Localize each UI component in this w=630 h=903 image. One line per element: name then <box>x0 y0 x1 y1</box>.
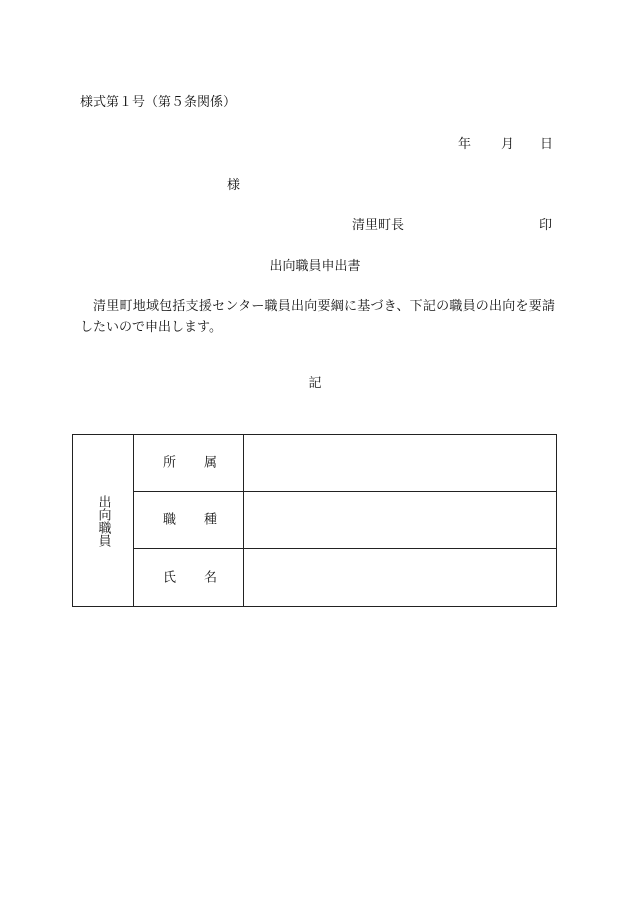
table-row-name <box>134 549 556 606</box>
group-label: 出向職員 <box>95 494 111 547</box>
row-label-char: 所 <box>163 455 177 471</box>
row-label-cell <box>134 549 244 606</box>
body-paragraph: 清里町地域包括支援センター職員出向要綱に基づき、下記の職員の出向を要請したいので申出します。 <box>80 299 555 335</box>
table-row-affiliation <box>134 435 556 492</box>
name-field[interactable] <box>244 549 556 606</box>
date-day-label: 日 <box>540 137 554 152</box>
row-label-char: 種 <box>204 512 218 528</box>
form-number: 様式第１号（第５条関係） <box>80 95 237 110</box>
row-label-char: 氏 <box>163 570 177 585</box>
addressee-honorific: 様 <box>227 178 241 193</box>
row-label-cell <box>134 492 244 548</box>
table-row-job-type <box>134 492 556 549</box>
date-month-label: 月 <box>501 137 515 152</box>
seal-mark: 印 <box>539 218 553 233</box>
row-label-char: 属 <box>204 455 218 471</box>
ki-heading: 記 <box>308 376 322 391</box>
affiliation-field[interactable] <box>244 435 556 491</box>
row-label-cell <box>134 435 244 491</box>
date-year-label: 年 <box>458 137 472 152</box>
document-title: 出向職員申出書 <box>269 259 361 274</box>
staff-info-table <box>72 434 557 607</box>
group-label-cell <box>73 435 134 606</box>
row-label-char: 職 <box>163 512 177 528</box>
job-type-field[interactable] <box>244 492 556 548</box>
sender-name: 清里町長 <box>352 218 405 233</box>
row-label-char: 名 <box>204 570 218 585</box>
